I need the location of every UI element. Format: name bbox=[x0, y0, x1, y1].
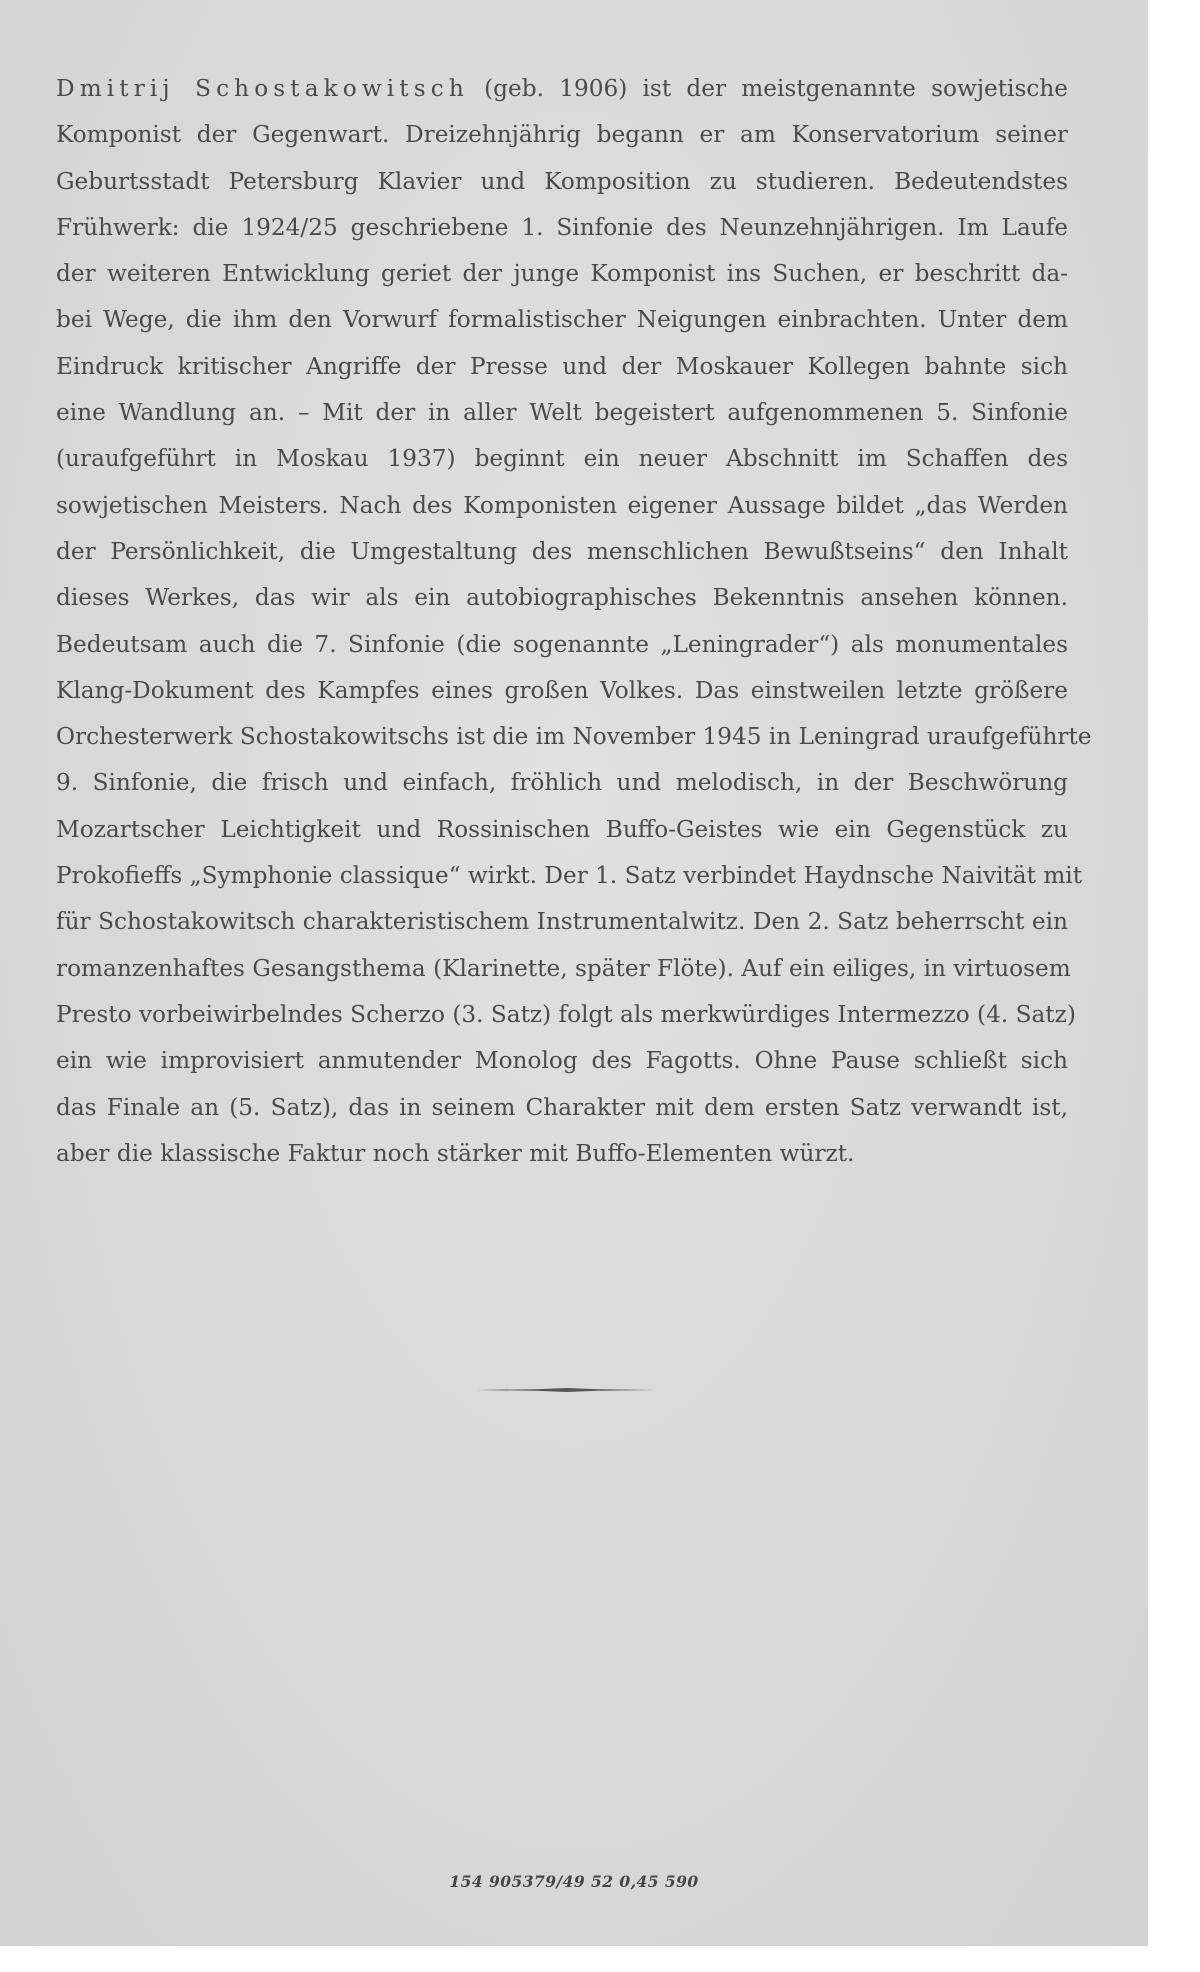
text-line: bei Wege, die ihm den Vorwurf formalistischer Neigungen einbrachten. Unter dem bbox=[56, 306, 1068, 334]
imprint-code: 154 905379/49 52 0,45 590 bbox=[449, 1872, 699, 1891]
text-line: der weiteren Entwicklung geriet der junge Komponist ins Suchen, er beschritt da- bbox=[56, 260, 1068, 288]
text-line: ein wie improvisiert anmutender Monolog des Fagotts. Ohne Pause schließt sich bbox=[56, 1047, 1068, 1075]
text-line: Geburtsstadt Petersburg Klavier und Komposition zu studieren. Bedeutendstes bbox=[56, 167, 1068, 195]
text-line: romanzenhaftes Gesangsthema (Klarinette, später Flöte). Auf ein eiliges, in virtuosem bbox=[56, 954, 1071, 982]
text-line: eine Wandlung an. – Mit der in aller Welt begeistert aufgenommenen 5. Sinfonie bbox=[56, 399, 1068, 427]
text-line: Presto vorbeiwirbelndes Scherzo (3. Satz) folgt als merkwürdiges Intermezzo (4. Satz) bbox=[56, 1000, 1076, 1028]
text-line: Prokofieffs „Symphonie classique“ wirkt. Der 1. Satz verbindet Haydnsche Naivität mit bbox=[56, 862, 1083, 890]
text-line: für Schostakowitsch charakteristischem Instrumentalwitz. Den 2. Satz beherrscht ein bbox=[56, 908, 1068, 936]
decorative-rule bbox=[476, 1388, 658, 1392]
text-line: Mozartscher Leichtigkeit und Rossinischen Buffo-Geistes wie ein Gegenstück zu bbox=[56, 815, 1068, 843]
text-line-rest: (geb. 1906) ist der meistgenannte sowjetische bbox=[468, 75, 1069, 102]
text-line: (uraufgeführt in Moskau 1937) beginnt ein neuer Abschnitt im Schaffen des bbox=[56, 445, 1068, 473]
text-line: Frühwerk: die 1924/25 geschriebene 1. Sinfonie des Neunzehnjährigen. Im Laufe bbox=[56, 213, 1068, 241]
text-line: das Finale an (5. Satz), das in seinem Charakter mit dem ersten Satz verwandt ist, bbox=[56, 1093, 1068, 1121]
text-line: Eindruck kritischer Angriffe der Presse und der Moskauer Kollegen bahnte sich bbox=[56, 352, 1068, 380]
text-line: Komponist der Gegenwart. Dreizehnjährig begann er am Konservatorium seiner bbox=[56, 121, 1068, 149]
body-paragraph bbox=[56, 66, 1092, 1177]
text-line: Orchesterwerk Schostakowitschs ist die im November 1945 in Leningrad uraufgeführte bbox=[56, 723, 1092, 751]
text-line: Klang-Dokument des Kampfes eines großen Volkes. Das einstweilen letzte größere bbox=[56, 676, 1068, 704]
text-line: der Persönlichkeit, die Umgestaltung des menschlichen Bewußtseins“ den Inhalt bbox=[56, 537, 1068, 565]
text-line: dieses Werkes, das wir als ein autobiographisches Bekenntnis ansehen können. bbox=[56, 584, 1068, 612]
text-line: 9. Sinfonie, die frisch und einfach, fröhlich und melodisch, in der Beschwörung bbox=[56, 769, 1068, 797]
text-line-last: aber die klassische Faktur noch stärker mit Buffo-Elementen würzt. bbox=[56, 1139, 855, 1167]
composer-name: Dmitrij Schostakowitsch bbox=[56, 75, 469, 102]
text-line bbox=[56, 66, 1068, 112]
text-line: Bedeutsam auch die 7. Sinfonie (die sogenannte „Leningrader“) als monumentales bbox=[56, 630, 1068, 658]
text-line: sowjetischen Meisters. Nach des Komponisten eigener Aussage bildet „das Werden bbox=[56, 491, 1068, 519]
